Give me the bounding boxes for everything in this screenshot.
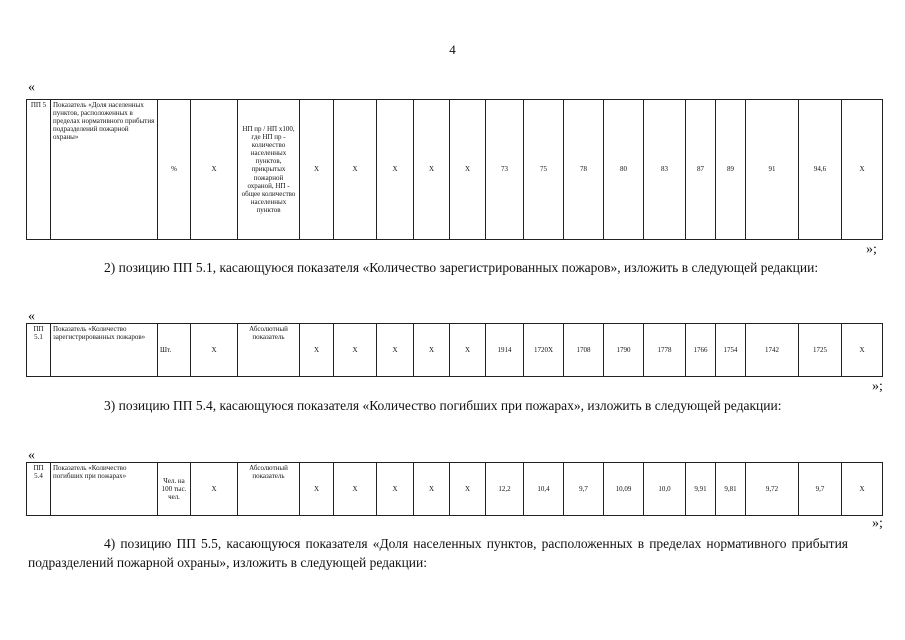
cell-value-x: Х <box>334 100 377 240</box>
cell-code: ПП 5 <box>27 100 51 240</box>
cell-value-x: Х <box>334 463 377 516</box>
cell-value-x: Х <box>377 463 414 516</box>
cell-value-x: Х <box>414 324 450 377</box>
indicator-table-pp51 <box>26 323 883 377</box>
cell-value-x: Х <box>450 463 486 516</box>
cell-value-x: Х <box>300 463 334 516</box>
cell-value-x: Х <box>842 463 883 516</box>
cell-value: 91 <box>746 100 799 240</box>
cell-value: 94,6 <box>799 100 842 240</box>
cell-code: ПП 5.1 <box>27 324 51 377</box>
table-row <box>27 463 883 516</box>
indicator-table-pp5 <box>26 99 883 240</box>
cell-indicator-name: Показатель «Доля населенных пунктов, расположенных в пределах нормативного прибытия подразделений пожарной охраны» <box>51 100 158 240</box>
paragraph-item-2: 2) позицию ПП 5.1, касающуюся показателя «Количество зарегистрированных пожаров», изложить в следующей редакции: <box>104 260 819 275</box>
cell-value: 89 <box>716 100 746 240</box>
cell-value-x: Х <box>414 463 450 516</box>
open-quote: « <box>28 80 35 95</box>
open-quote: « <box>28 309 35 324</box>
cell-value-x: Х <box>377 100 414 240</box>
cell-value-x: Х <box>300 100 334 240</box>
cell-base-value: Х <box>191 324 238 377</box>
close-quote: »; <box>866 242 877 257</box>
paragraph-item-4: 4) позицию ПП 5.5, касающуюся показателя «Доля населенных пунктов, расположенных в пределах нормативного прибытия подразделений пожарной охраны», изложить в следующей редакции: <box>28 536 848 570</box>
cell-value: 1766 <box>686 324 716 377</box>
cell-value: 1708 <box>564 324 604 377</box>
cell-method: Абсолютный показатель <box>238 463 300 516</box>
table-row <box>27 324 883 377</box>
cell-value: 12,2 <box>486 463 524 516</box>
cell-code: ПП 5.4 <box>27 463 51 516</box>
cell-value: 10,09 <box>604 463 644 516</box>
cell-value-x: Х <box>450 324 486 377</box>
cell-value: 78 <box>564 100 604 240</box>
cell-unit: Чел. на 100 тыс. чел. <box>158 463 191 516</box>
cell-value-x: Х <box>377 324 414 377</box>
cell-value: 87 <box>686 100 716 240</box>
cell-value: 80 <box>604 100 644 240</box>
cell-value-x: Х <box>842 324 883 377</box>
cell-value: 1778 <box>644 324 686 377</box>
cell-value: 1742 <box>746 324 799 377</box>
page-number: 4 <box>449 42 456 57</box>
cell-value-x: Х <box>334 324 377 377</box>
cell-value: 1725 <box>799 324 842 377</box>
close-quote: »; <box>872 379 883 394</box>
cell-indicator-name: Показатель «Количество погибших при пожарах» <box>51 463 158 516</box>
cell-value: 73 <box>486 100 524 240</box>
cell-value: 1914 <box>486 324 524 377</box>
cell-value: 75 <box>524 100 564 240</box>
cell-value: 9,7 <box>799 463 842 516</box>
cell-base-value: Х <box>191 463 238 516</box>
cell-indicator-name: Показатель «Количество зарегистрированных пожаров» <box>51 324 158 377</box>
paragraph-item-3: 3) позицию ПП 5.4, касающуюся показателя «Количество погибших при пожарах», изложить в следующей редакции: <box>104 398 782 413</box>
table-row <box>27 100 883 240</box>
cell-unit: Шт. <box>158 324 191 377</box>
cell-value: 10,0 <box>644 463 686 516</box>
cell-value-x: Х <box>414 100 450 240</box>
cell-value-x: Х <box>842 100 883 240</box>
cell-unit: % <box>158 100 191 240</box>
open-quote: « <box>28 448 35 463</box>
cell-value: 9,7 <box>564 463 604 516</box>
cell-method: Абсолютный показатель <box>238 324 300 377</box>
cell-value-x: Х <box>450 100 486 240</box>
cell-value: 9,81 <box>716 463 746 516</box>
cell-value-x: Х <box>300 324 334 377</box>
cell-value: 10,4 <box>524 463 564 516</box>
cell-base-value: Х <box>191 100 238 240</box>
indicator-table-pp54 <box>26 462 883 516</box>
cell-value: 9,72 <box>746 463 799 516</box>
cell-value: 1754 <box>716 324 746 377</box>
cell-value: 83 <box>644 100 686 240</box>
close-quote: »; <box>872 516 883 531</box>
cell-value: 1790 <box>604 324 644 377</box>
cell-value: 9,91 <box>686 463 716 516</box>
cell-method: НП пр / НП х100, где НП пр - количество населенных пунктов, прикрытых пожарной охраной, НП - общее количество населенных пунктов <box>238 100 300 240</box>
cell-value: 1720Х <box>524 324 564 377</box>
